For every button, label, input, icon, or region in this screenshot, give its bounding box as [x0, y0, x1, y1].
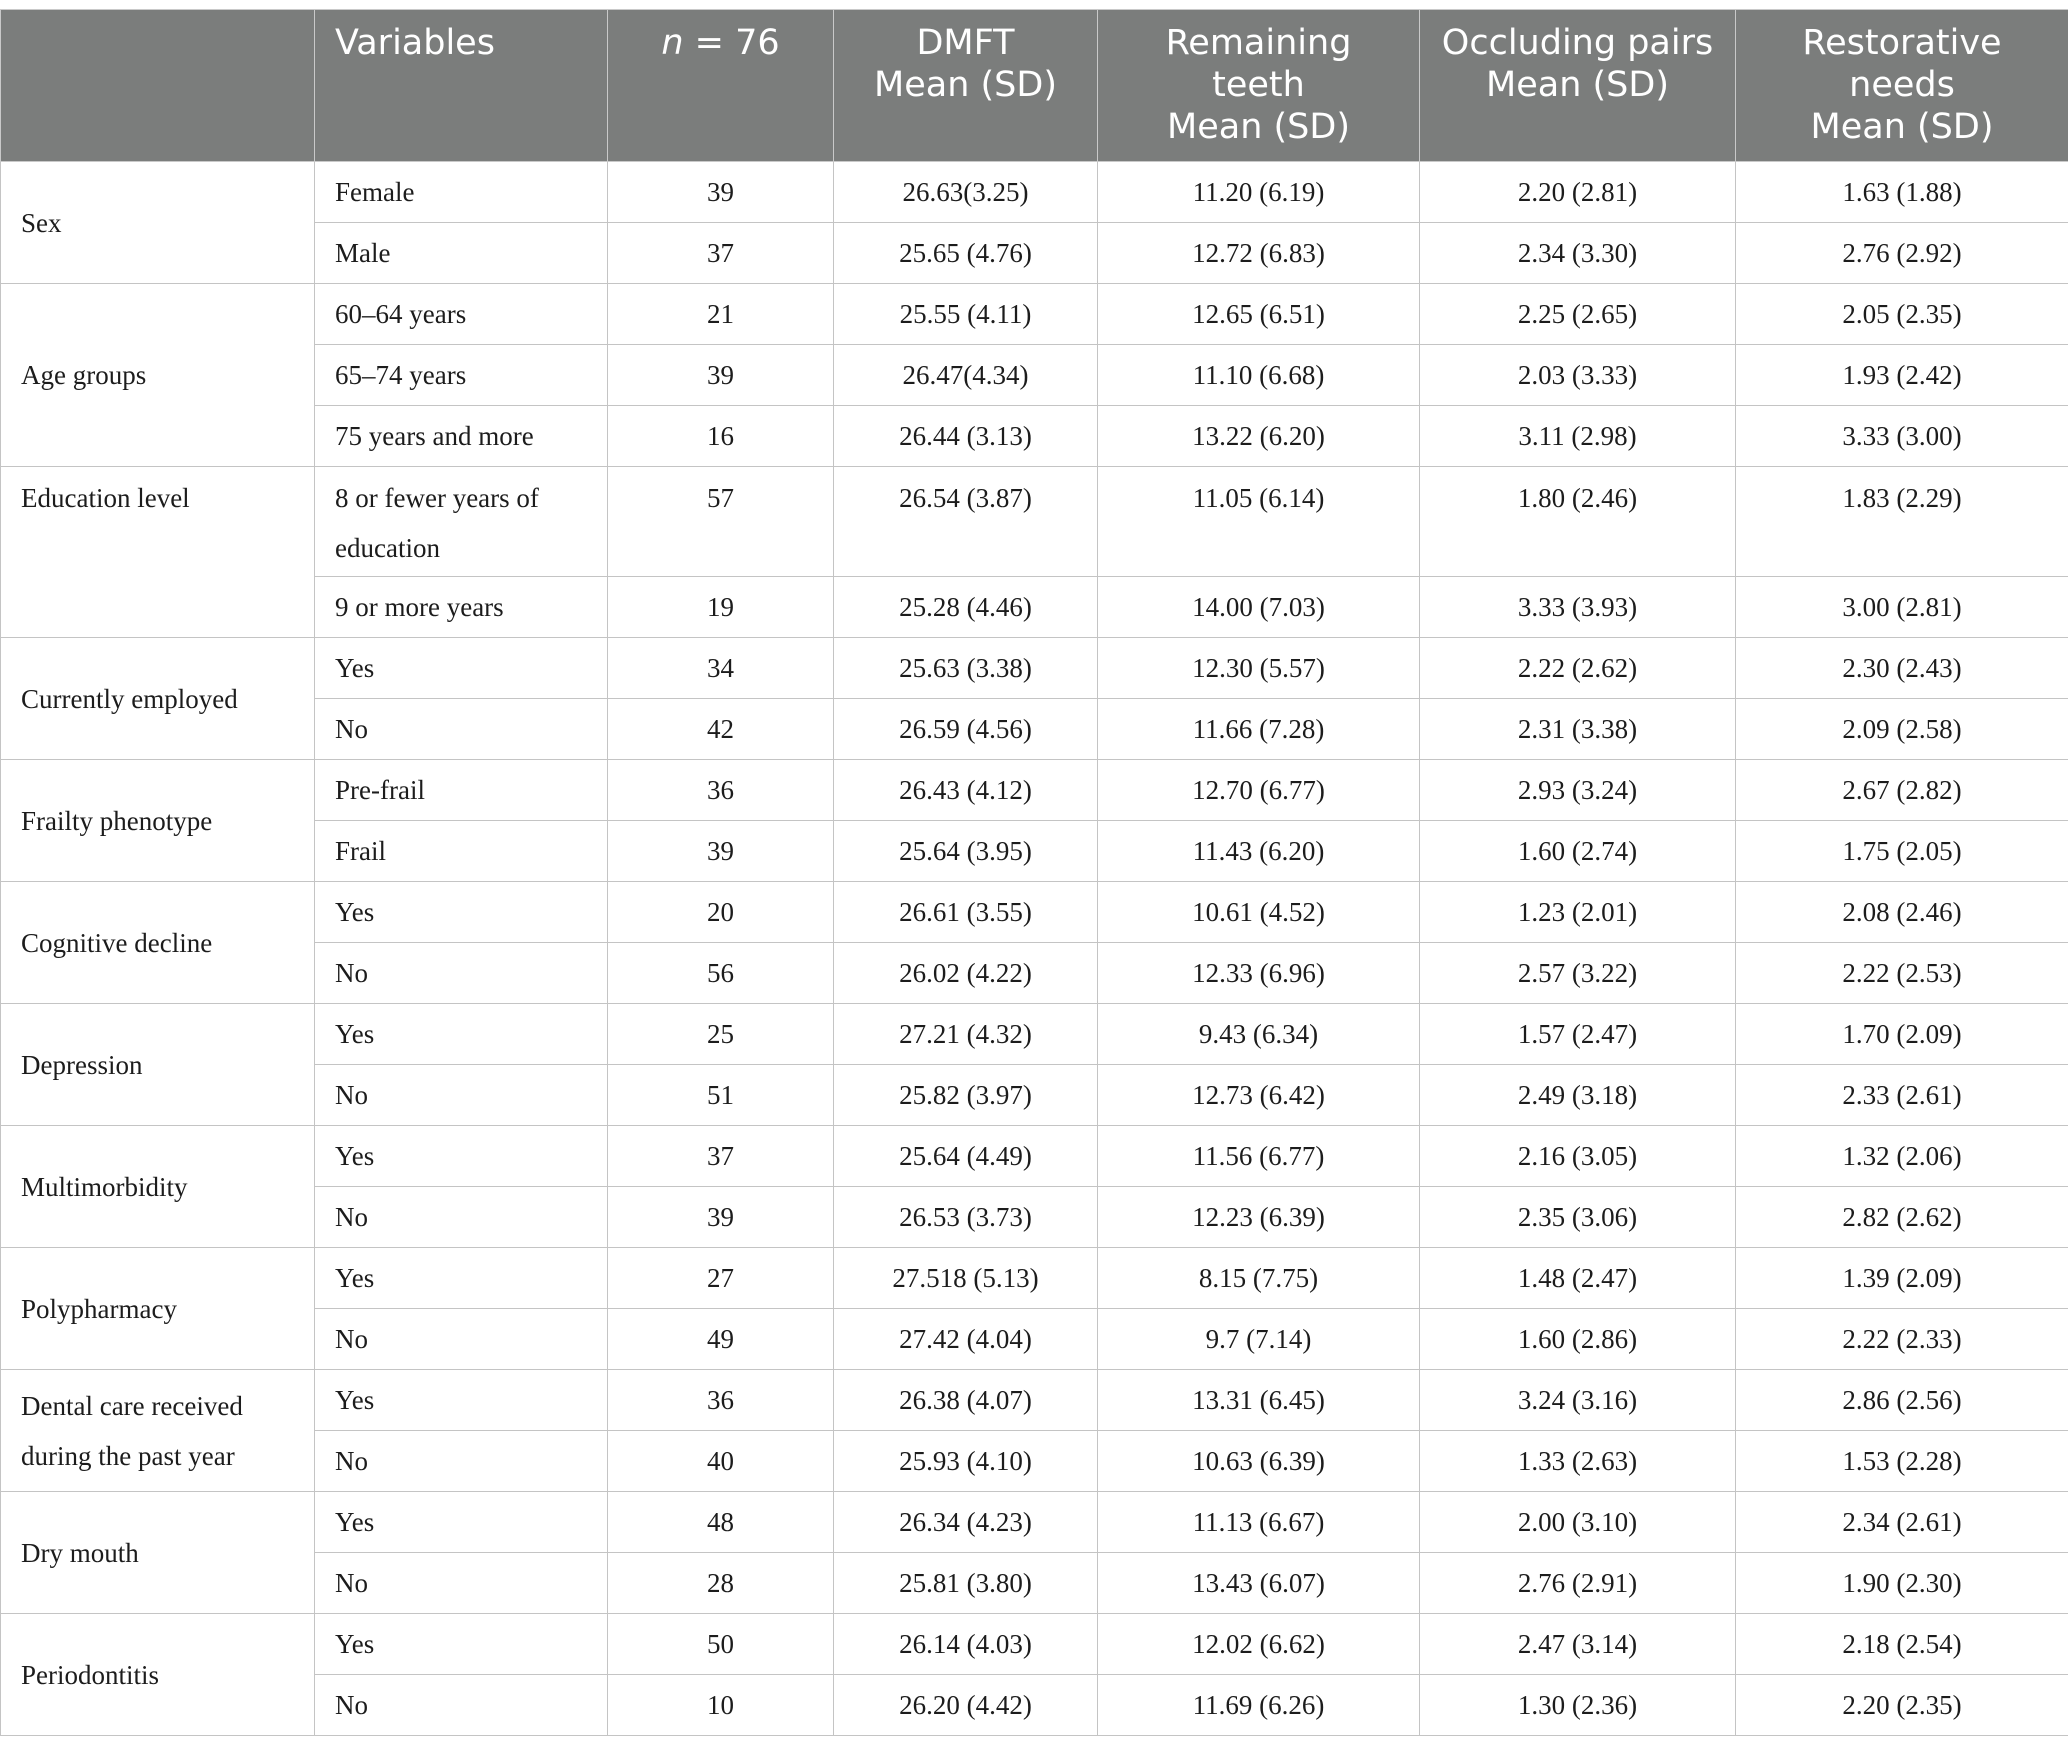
header-remaining-line2: teeth [1212, 65, 1305, 105]
sample-size-cell: 40 [608, 1431, 834, 1492]
sample-size-cell: 21 [608, 284, 834, 345]
occluding-pairs-cell: 1.60 (2.74) [1420, 821, 1736, 882]
restorative-needs-cell: 1.53 (2.28) [1736, 1431, 2068, 1492]
restorative-needs-cell: 2.34 (2.61) [1736, 1492, 2068, 1553]
table-row [1, 1248, 2068, 1309]
restorative-needs-cell: 3.00 (2.81) [1736, 577, 2068, 638]
variable-name-cell: Education level [1, 467, 315, 638]
header-occluding-line2: Mean (SD) [1486, 65, 1669, 105]
variable-name-cell: Multimorbidity [1, 1126, 315, 1248]
level-cell: Pre-frail [315, 760, 608, 821]
dmft-cell: 25.55 (4.11) [834, 284, 1098, 345]
remaining-teeth-cell: 9.43 (6.34) [1098, 1004, 1420, 1065]
restorative-needs-cell: 2.82 (2.62) [1736, 1187, 2068, 1248]
header-restorative-line2: needs [1849, 65, 1955, 105]
table-row [1, 882, 2068, 943]
remaining-teeth-cell: 9.7 (7.14) [1098, 1309, 1420, 1370]
dmft-cell: 25.63 (3.38) [834, 638, 1098, 699]
remaining-teeth-cell: 12.73 (6.42) [1098, 1065, 1420, 1126]
restorative-needs-cell: 3.33 (3.00) [1736, 406, 2068, 467]
restorative-needs-cell: 1.70 (2.09) [1736, 1004, 2068, 1065]
variable-name-cell: Currently employed [1, 638, 315, 760]
sample-size-cell: 37 [608, 1126, 834, 1187]
table-row [1, 1370, 2068, 1431]
remaining-teeth-cell: 13.43 (6.07) [1098, 1553, 1420, 1614]
level-cell: Frail [315, 821, 608, 882]
level-cell: Yes [315, 1126, 608, 1187]
occluding-pairs-cell: 1.23 (2.01) [1420, 882, 1736, 943]
remaining-teeth-cell: 11.13 (6.67) [1098, 1492, 1420, 1553]
sample-size-cell: 57 [608, 467, 834, 577]
remaining-teeth-cell: 11.10 (6.68) [1098, 345, 1420, 406]
header-remaining-line1: Remaining [1165, 23, 1352, 63]
restorative-needs-cell: 2.67 (2.82) [1736, 760, 2068, 821]
variable-name-cell: Periodontitis [1, 1614, 315, 1736]
header-restorative-line3: Mean (SD) [1810, 107, 1994, 147]
remaining-teeth-cell: 11.43 (6.20) [1098, 821, 1420, 882]
header-dmft [834, 10, 1098, 162]
remaining-teeth-cell: 11.69 (6.26) [1098, 1675, 1420, 1736]
remaining-teeth-cell: 12.02 (6.62) [1098, 1614, 1420, 1675]
occluding-pairs-cell: 3.33 (3.93) [1420, 577, 1736, 638]
level-cell: Yes [315, 1004, 608, 1065]
level-cell: No [315, 943, 608, 1004]
variable-name-cell: Age groups [1, 284, 315, 467]
occluding-pairs-cell: 2.00 (3.10) [1420, 1492, 1736, 1553]
remaining-teeth-cell: 8.15 (7.75) [1098, 1248, 1420, 1309]
level-cell: Male [315, 223, 608, 284]
sample-size-cell: 20 [608, 882, 834, 943]
level-cell: Yes [315, 882, 608, 943]
sample-size-cell: 39 [608, 821, 834, 882]
restorative-needs-cell: 1.63 (1.88) [1736, 162, 2068, 223]
sample-size-cell: 48 [608, 1492, 834, 1553]
header-dmft-line1: DMFT [916, 23, 1015, 63]
restorative-needs-cell: 2.86 (2.56) [1736, 1370, 2068, 1431]
table-row [1, 1492, 2068, 1553]
dmft-cell: 26.59 (4.56) [834, 699, 1098, 760]
occluding-pairs-cell: 2.35 (3.06) [1420, 1187, 1736, 1248]
table-row [1, 638, 2068, 699]
level-cell: No [315, 1187, 608, 1248]
restorative-needs-cell: 1.32 (2.06) [1736, 1126, 2068, 1187]
remaining-teeth-cell: 10.61 (4.52) [1098, 882, 1420, 943]
table-row [1, 1126, 2068, 1187]
restorative-needs-cell: 2.09 (2.58) [1736, 699, 2068, 760]
remaining-teeth-cell: 12.65 (6.51) [1098, 284, 1420, 345]
level-cell: No [315, 1431, 608, 1492]
occluding-pairs-cell: 2.03 (3.33) [1420, 345, 1736, 406]
occluding-pairs-cell: 2.93 (3.24) [1420, 760, 1736, 821]
header-remaining-line3: Mean (SD) [1167, 107, 1350, 147]
variable-name-cell: Polypharmacy [1, 1248, 315, 1370]
restorative-needs-cell: 2.76 (2.92) [1736, 223, 2068, 284]
remaining-teeth-cell: 12.23 (6.39) [1098, 1187, 1420, 1248]
occluding-pairs-cell: 2.25 (2.65) [1420, 284, 1736, 345]
level-cell: Yes [315, 1614, 608, 1675]
remaining-teeth-cell: 13.22 (6.20) [1098, 406, 1420, 467]
restorative-needs-cell: 1.83 (2.29) [1736, 467, 2068, 577]
occluding-pairs-cell: 1.60 (2.86) [1420, 1309, 1736, 1370]
variable-name-cell: Sex [1, 162, 315, 284]
header-dmft-line2: Mean (SD) [874, 65, 1057, 105]
header-n-value: = 76 [683, 23, 780, 63]
occluding-pairs-cell: 1.80 (2.46) [1420, 467, 1736, 577]
remaining-teeth-cell: 12.72 (6.83) [1098, 223, 1420, 284]
level-cell: No [315, 1065, 608, 1126]
variable-name-cell: Dry mouth [1, 1492, 315, 1614]
dmft-cell: 27.42 (4.04) [834, 1309, 1098, 1370]
dmft-cell: 25.93 (4.10) [834, 1431, 1098, 1492]
header-remaining-teeth [1098, 10, 1420, 162]
header-restorative-line1: Restorative [1802, 23, 2002, 63]
dmft-cell: 26.61 (3.55) [834, 882, 1098, 943]
remaining-teeth-cell: 12.33 (6.96) [1098, 943, 1420, 1004]
restorative-needs-cell: 2.30 (2.43) [1736, 638, 2068, 699]
remaining-teeth-cell: 11.56 (6.77) [1098, 1126, 1420, 1187]
variable-name-cell: Cognitive decline [1, 882, 315, 1004]
dmft-cell: 26.53 (3.73) [834, 1187, 1098, 1248]
table-row [1, 162, 2068, 223]
dmft-cell: 26.47(4.34) [834, 345, 1098, 406]
header-blank-cell [1, 10, 315, 162]
variable-name-cell: Depression [1, 1004, 315, 1126]
sample-size-cell: 25 [608, 1004, 834, 1065]
dmft-cell: 26.20 (4.42) [834, 1675, 1098, 1736]
remaining-teeth-cell: 11.05 (6.14) [1098, 467, 1420, 577]
occluding-pairs-cell: 2.47 (3.14) [1420, 1614, 1736, 1675]
dmft-cell: 26.43 (4.12) [834, 760, 1098, 821]
restorative-needs-cell: 1.90 (2.30) [1736, 1553, 2068, 1614]
dmft-cell: 26.38 (4.07) [834, 1370, 1098, 1431]
remaining-teeth-cell: 12.70 (6.77) [1098, 760, 1420, 821]
occluding-pairs-cell: 2.76 (2.91) [1420, 1553, 1736, 1614]
remaining-teeth-cell: 10.63 (6.39) [1098, 1431, 1420, 1492]
level-cell: Yes [315, 1492, 608, 1553]
sample-size-cell: 10 [608, 1675, 834, 1736]
header-n-symbol: n [661, 23, 684, 63]
occluding-pairs-cell: 1.30 (2.36) [1420, 1675, 1736, 1736]
table-header [1, 10, 2068, 162]
header-variables: Variables [315, 10, 608, 162]
sample-size-cell: 19 [608, 577, 834, 638]
restorative-needs-cell: 1.39 (2.09) [1736, 1248, 2068, 1309]
level-cell: Yes [315, 1370, 608, 1431]
header-occluding-line1: Occluding pairs [1441, 23, 1714, 63]
sample-size-cell: 36 [608, 1370, 834, 1431]
sample-size-cell: 34 [608, 638, 834, 699]
level-cell: No [315, 1675, 608, 1736]
dmft-cell: 27.21 (4.32) [834, 1004, 1098, 1065]
dmft-cell: 26.63(3.25) [834, 162, 1098, 223]
table-row [1, 284, 2068, 345]
level-cell: No [315, 699, 608, 760]
level-cell: Female [315, 162, 608, 223]
occluding-pairs-cell: 2.49 (3.18) [1420, 1065, 1736, 1126]
sample-size-cell: 42 [608, 699, 834, 760]
level-cell: 75 years and more [315, 406, 608, 467]
level-cell: 60–64 years [315, 284, 608, 345]
sample-size-cell: 36 [608, 760, 834, 821]
sample-size-cell: 49 [608, 1309, 834, 1370]
dmft-cell: 25.64 (4.49) [834, 1126, 1098, 1187]
occluding-pairs-cell: 2.22 (2.62) [1420, 638, 1736, 699]
occluding-pairs-cell: 1.57 (2.47) [1420, 1004, 1736, 1065]
sample-size-cell: 39 [608, 345, 834, 406]
sample-size-cell: 39 [608, 162, 834, 223]
restorative-needs-cell: 2.05 (2.35) [1736, 284, 2068, 345]
occluding-pairs-cell: 2.16 (3.05) [1420, 1126, 1736, 1187]
sample-size-cell: 28 [608, 1553, 834, 1614]
level-cell: Yes [315, 1248, 608, 1309]
restorative-needs-cell: 2.22 (2.53) [1736, 943, 2068, 1004]
occluding-pairs-cell: 1.33 (2.63) [1420, 1431, 1736, 1492]
occluding-pairs-cell: 3.24 (3.16) [1420, 1370, 1736, 1431]
header-occluding-pairs [1420, 10, 1736, 162]
header-sample-size [608, 10, 834, 162]
results-table [0, 9, 2068, 1736]
restorative-needs-cell: 2.18 (2.54) [1736, 1614, 2068, 1675]
occluding-pairs-cell: 2.57 (3.22) [1420, 943, 1736, 1004]
remaining-teeth-cell: 11.66 (7.28) [1098, 699, 1420, 760]
restorative-needs-cell: 2.22 (2.33) [1736, 1309, 2068, 1370]
dmft-cell: 25.65 (4.76) [834, 223, 1098, 284]
dmft-cell: 26.44 (3.13) [834, 406, 1098, 467]
table-row [1, 760, 2068, 821]
level-cell: 9 or more years [315, 577, 608, 638]
dmft-cell: 25.28 (4.46) [834, 577, 1098, 638]
level-cell: Yes [315, 638, 608, 699]
table-body [1, 162, 2068, 1736]
dmft-cell: 25.64 (3.95) [834, 821, 1098, 882]
remaining-teeth-cell: 12.30 (5.57) [1098, 638, 1420, 699]
header-restorative-needs [1736, 10, 2068, 162]
table-row [1, 1004, 2068, 1065]
variable-name-cell: Frailty phenotype [1, 760, 315, 882]
sample-size-cell: 56 [608, 943, 834, 1004]
dmft-cell: 26.02 (4.22) [834, 943, 1098, 1004]
header-row [1, 10, 2068, 162]
dmft-cell: 26.54 (3.87) [834, 467, 1098, 577]
remaining-teeth-cell: 13.31 (6.45) [1098, 1370, 1420, 1431]
occluding-pairs-cell: 2.34 (3.30) [1420, 223, 1736, 284]
level-cell: 8 or fewer years of education [315, 467, 608, 577]
level-cell: 65–74 years [315, 345, 608, 406]
table-row [1, 1614, 2068, 1675]
restorative-needs-cell: 2.33 (2.61) [1736, 1065, 2068, 1126]
table-row [1, 467, 2068, 577]
sample-size-cell: 39 [608, 1187, 834, 1248]
occluding-pairs-cell: 2.20 (2.81) [1420, 162, 1736, 223]
dmft-cell: 26.14 (4.03) [834, 1614, 1098, 1675]
remaining-teeth-cell: 11.20 (6.19) [1098, 162, 1420, 223]
level-cell: No [315, 1553, 608, 1614]
sample-size-cell: 50 [608, 1614, 834, 1675]
occluding-pairs-cell: 3.11 (2.98) [1420, 406, 1736, 467]
dmft-cell: 25.81 (3.80) [834, 1553, 1098, 1614]
dmft-cell: 25.82 (3.97) [834, 1065, 1098, 1126]
restorative-needs-cell: 1.75 (2.05) [1736, 821, 2068, 882]
sample-size-cell: 27 [608, 1248, 834, 1309]
sample-size-cell: 37 [608, 223, 834, 284]
occluding-pairs-cell: 2.31 (3.38) [1420, 699, 1736, 760]
restorative-needs-cell: 2.20 (2.35) [1736, 1675, 2068, 1736]
variable-name-cell: Dental care received during the past year [1, 1370, 315, 1492]
level-cell: No [315, 1309, 608, 1370]
occluding-pairs-cell: 1.48 (2.47) [1420, 1248, 1736, 1309]
sample-size-cell: 16 [608, 406, 834, 467]
dmft-cell: 26.34 (4.23) [834, 1492, 1098, 1553]
restorative-needs-cell: 2.08 (2.46) [1736, 882, 2068, 943]
remaining-teeth-cell: 14.00 (7.03) [1098, 577, 1420, 638]
dmft-cell: 27.518 (5.13) [834, 1248, 1098, 1309]
sample-size-cell: 51 [608, 1065, 834, 1126]
restorative-needs-cell: 1.93 (2.42) [1736, 345, 2068, 406]
